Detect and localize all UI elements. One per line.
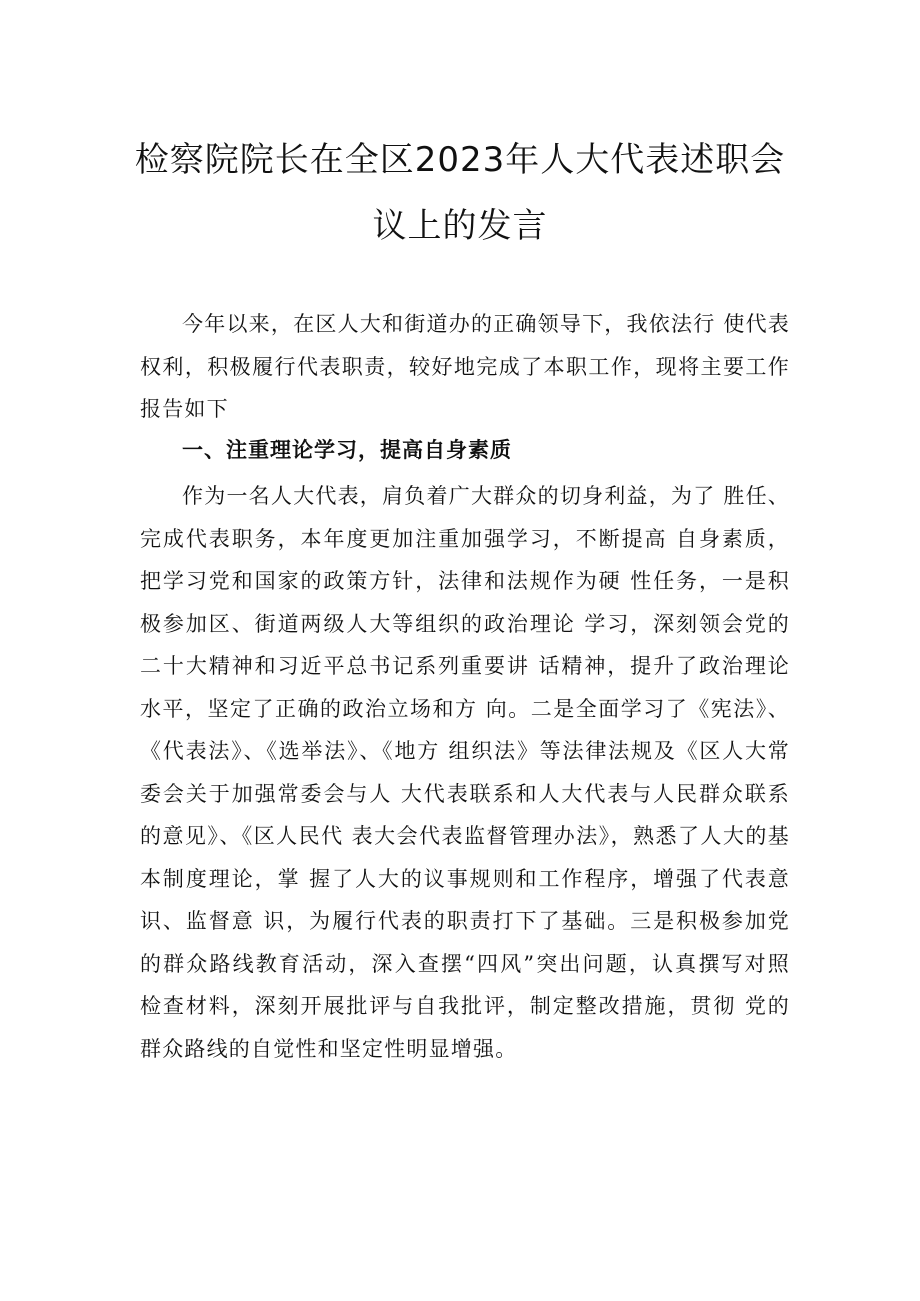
intro-paragraph: 今年以来，在区人大和街道办的正确领导下，我依法行 使代表权利，积极履行代表职责，较好地完成了本职工作，现将主要工作报告如下 [140,312,790,421]
section-1-paragraph: 作为一名人大代表，肩负着广大群众的切身利益，为了 胜任、完成代表职务，本年度更加注重加强学习，不断提高 自身素质，把学习党和国家的政策方针，法律和法规作为硬 性任务，一是积极参加区、街道两级人大等组织的政治理论 学习，深刻领会党的二十大精神和习近平总书记系列重要讲 话精神，提升了政治理论水平，坚定了正确的政治立场和方 向。二是全面学习了《宪法》、《代表法》、《选举法》、《地方 组织法》等法律法规及《区人大常委会关于加强常委会与人 大代表联系和人大代表与人民群众联系的意见》、《区人民代 表大会代表监督管理办法》，熟悉了人大的基本制度理论，掌 握了人大的议事规则和工作程序，增强了代表意识、监督意 识，为履行代表的职责打下了基础。三是积极参加党的群众路线教育活动，深入查摆“四风”突出问题，认真撰写对照 检查材料，深刻开展批评与自我批评，制定整改措施，贯彻 党的群众路线的自觉性和坚定性明显增强。 [140,484,790,1061]
section-heading-1: 一、注重理论学习，提高自身素质 [182,438,512,462]
document-title-line2: 议上的发言 [372,206,548,246]
document-title-line1: 检察院院长在全区2023年人大代表述职会 [134,140,786,180]
